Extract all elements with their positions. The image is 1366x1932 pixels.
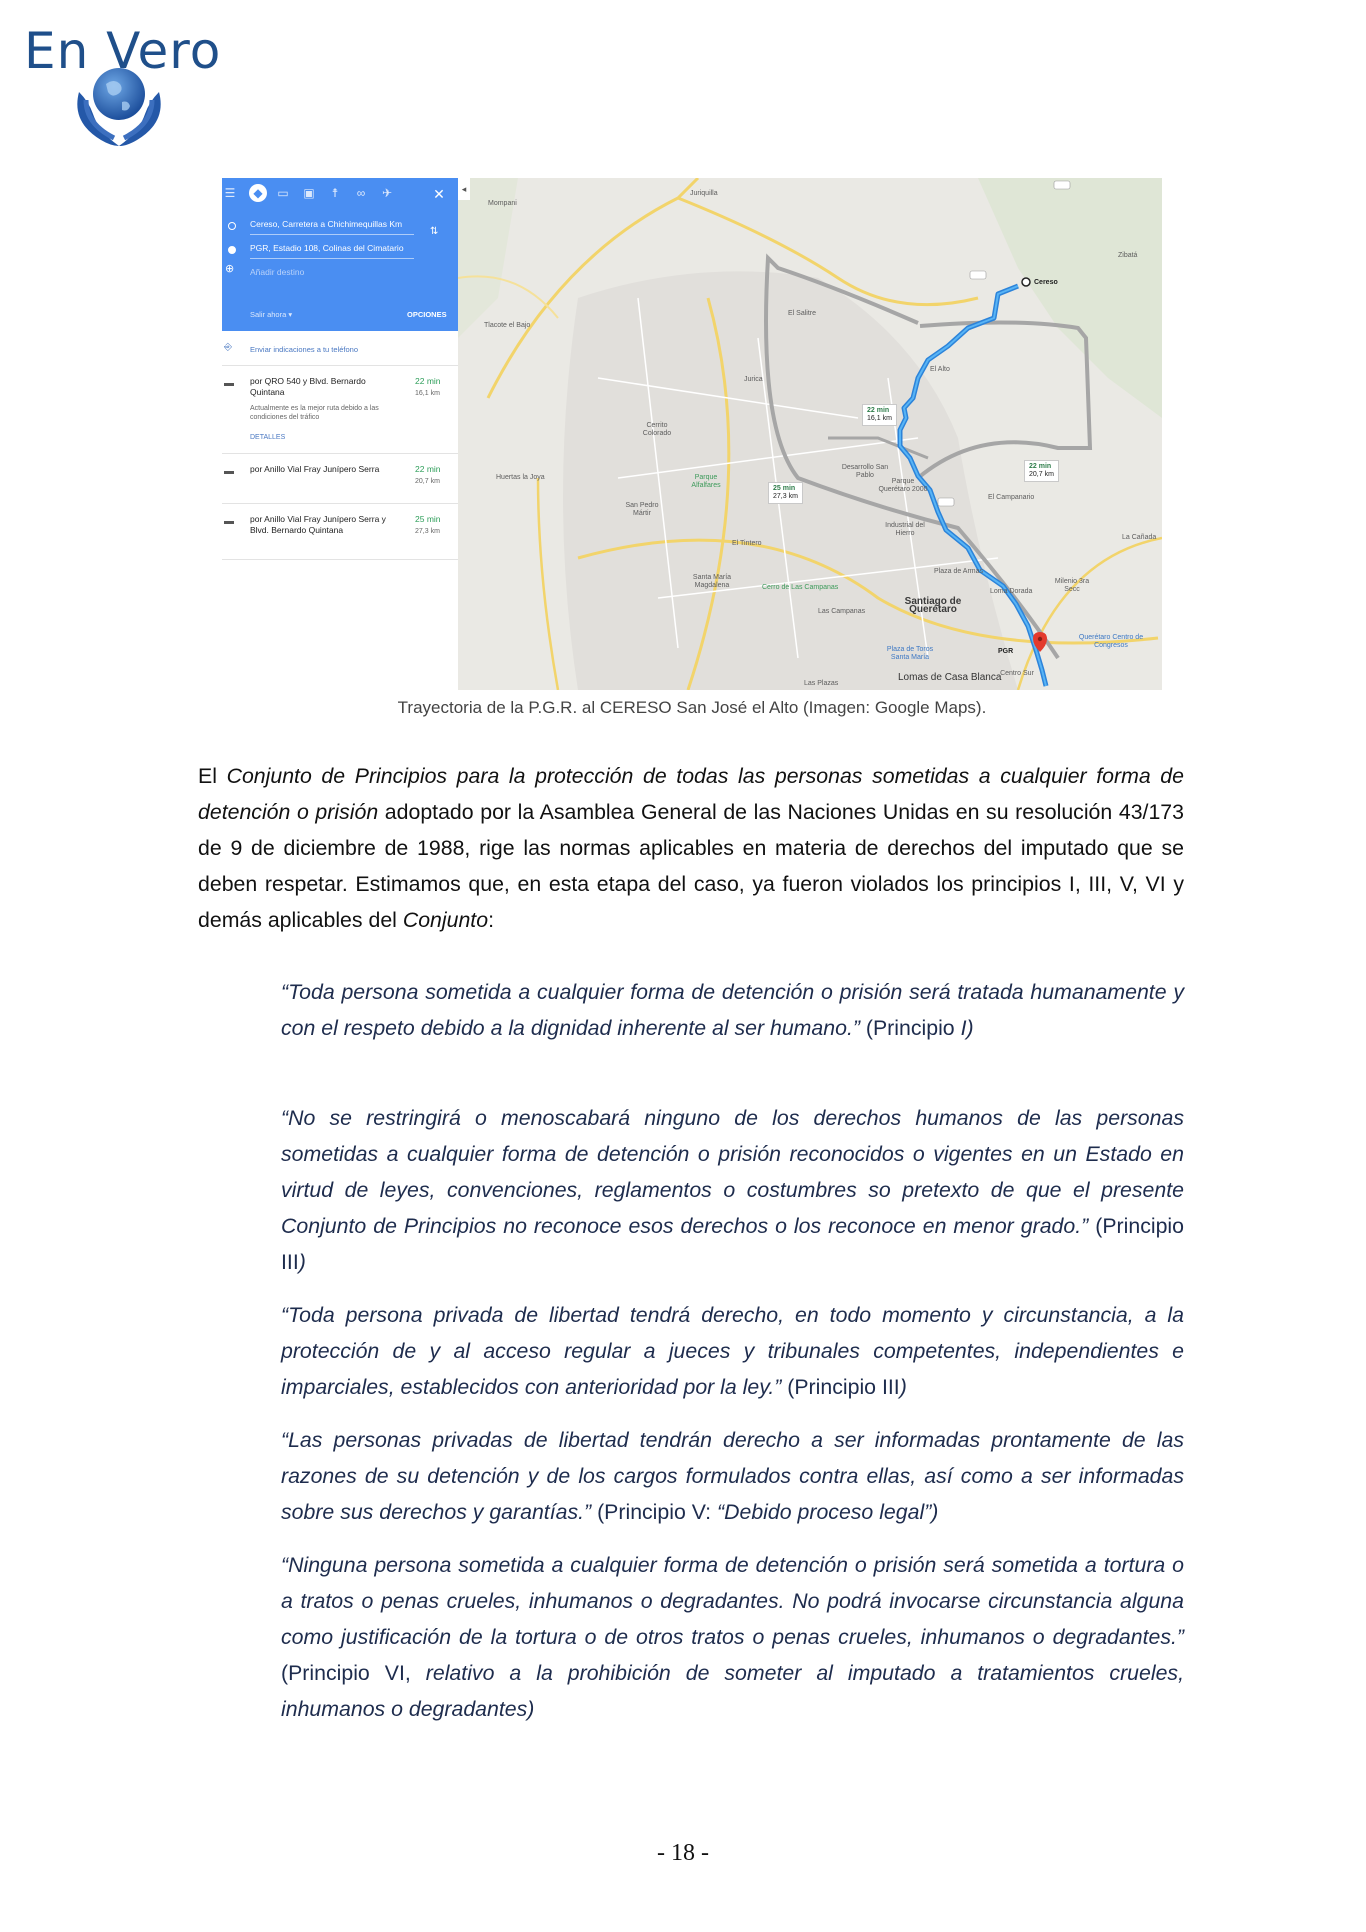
badge-distance: 16,1 km: [867, 415, 892, 422]
origin-dot-icon: [228, 222, 236, 230]
map-label: Centro Sur: [1000, 670, 1034, 677]
origin-input[interactable]: Cereso, Carretera a Chichimequillas Km: [250, 216, 414, 235]
map-label: Tlacote el Bajo: [484, 322, 531, 329]
map-label: Parque Alfalfares: [691, 474, 721, 489]
map-label: Parque Querétaro 2000: [878, 478, 928, 493]
car-icon: ▬: [224, 516, 234, 527]
route-distance: 27,3 km: [415, 528, 440, 535]
envero-logo: [24, 22, 224, 162]
map-figure: [222, 178, 1162, 690]
send-to-phone-link[interactable]: Enviar indicaciones a tu teléfono: [250, 345, 358, 354]
add-icon: ⊕: [225, 263, 235, 275]
map-label: Cerrito Colorado: [642, 422, 672, 437]
badge-time: 25 min: [773, 485, 796, 492]
add-destination-input[interactable]: Añadir destino: [250, 267, 305, 277]
map-label: Desarrollo San Pablo: [841, 464, 889, 479]
quote-principle-2: [281, 1100, 1184, 1280]
quote-ref: (Principio III: [781, 1375, 900, 1399]
collapse-panel-icon[interactable]: ◂: [458, 178, 470, 200]
transit-icon[interactable]: ▣: [303, 186, 315, 200]
walk-icon[interactable]: ☨: [331, 186, 339, 200]
travel-modes: [222, 184, 458, 206]
map-label: Cerro de Las Campanas: [762, 584, 839, 591]
quote-text: “No se restringirá o menoscabará ninguno de los derechos humanos de las personas sometidas a cualquier forma de detención o prisión reconocidos o vigentes en un Estado en virtud de leyes, convenciones, reglamentos o costumbres so pretexto de que el presente Conjunto de Principios no reconoce esos derechos o los reconoce en menor grado.”: [281, 1106, 1184, 1238]
intro-italic-2: Conjunto: [402, 908, 489, 932]
route-time: 22 min: [415, 376, 441, 386]
quote-ref: (Principio III: [281, 1214, 1185, 1274]
map-label: Las Campanas: [818, 608, 866, 615]
map-label: Plaza de Armas: [934, 568, 984, 575]
quote-ref-end: I): [960, 1016, 974, 1040]
route-details-link[interactable]: DETALLES: [250, 434, 286, 441]
page-number: - 18 -: [657, 1840, 709, 1866]
badge-distance: 20,7 km: [1029, 471, 1054, 478]
map-canvas[interactable]: [458, 178, 1162, 690]
directions-panel: [222, 178, 459, 690]
intro-paragraph: [198, 758, 1184, 938]
quote-ref-end: “Debido proceso legal”): [717, 1500, 939, 1524]
quote-text: “Toda persona privada de libertad tendrá derecho, en todo momento y circunstancia, a la protección de y al acceso regular a jueces y tribunales competentes, independientes e imparciales, establecidos con anterioridad por la ley.”: [281, 1303, 1184, 1399]
leave-now-select[interactable]: Salir ahora ▾: [250, 310, 293, 319]
intro-text-3: :: [488, 908, 494, 932]
intro-text-2: adoptado por la Asamblea General de las Naciones Unidas en su resolución 43/173 de 9 de diciembre de 1988, rige las normas aplicables en materia de derechos del imputado que se deben respetar. Estimamos que, en esta etapa del caso, ya fueron violados los principios I, III, V, VI y demás aplicables del: [198, 800, 1184, 932]
route-name: por Anillo Vial Fray Junípero Serra y Blvd. Bernardo Quintana: [250, 514, 386, 535]
quote-principle-1: [281, 974, 1184, 1046]
map-label: Juriquilla: [690, 190, 718, 197]
quote-ref: (Principio: [859, 1016, 961, 1040]
route-option-2[interactable]: [222, 453, 458, 504]
map-label: El Campanario: [988, 494, 1035, 501]
map-label: Plaza de Toros Santa María: [886, 646, 934, 661]
route-note: Actualmente es la mejor ruta debido a las condiciones del tráfico: [250, 405, 379, 421]
map-label: Las Plazas: [804, 680, 839, 687]
map-label: Milenio 3ra Secc: [1054, 578, 1090, 593]
quote-text: “Ninguna persona sometida a cualquier forma de detención o prisión será sometida a tortura o a tratos o penas crueles, inhumanos o degradantes. No podrá invocarse circunstancia alguna como justificación de la tortura o de otros tratos o penas crueles, inhumanos o degradantes.”: [281, 1553, 1184, 1649]
map-label: La Cañada: [1122, 534, 1157, 541]
car-icon: ▬: [224, 378, 234, 389]
map-label: Querétaro Centro de Congresos: [1078, 634, 1144, 649]
badge-distance: 27,3 km: [773, 493, 798, 500]
quote-principle-4: [281, 1422, 1184, 1530]
plane-icon[interactable]: ✈: [381, 186, 393, 200]
quote-ref-end: ): [298, 1250, 306, 1274]
map-label: Industrial del Hierro: [885, 522, 925, 537]
map-label: Lomas de Casa Blanca: [898, 672, 1002, 683]
route-name: por Anillo Vial Fray Junípero Serra: [250, 464, 380, 474]
pgr-label: PGR: [998, 648, 1014, 655]
cereso-label: Cereso: [1034, 279, 1058, 286]
quote-text: “Las personas privadas de libertad tendrán derecho a ser informadas prontamente de las razones de su detención y de los cargos formulados contra ellas, así como a ser informadas sobre sus derechos y garantías.”: [281, 1428, 1184, 1524]
map-label: El Tintero: [732, 540, 762, 547]
quote-ref: (Principio VI,: [281, 1661, 426, 1685]
map-label: Zibatá: [1118, 252, 1138, 259]
car-icon[interactable]: ▭: [277, 186, 289, 200]
route-time-badge: [1024, 460, 1059, 482]
route-time-badge: [768, 482, 803, 504]
map-label: El Salitre: [788, 310, 817, 317]
map-label: Mompani: [488, 200, 517, 207]
quote-ref-end: relativo a la prohibición de someter al imputado a tratamientos crueles, inhumanos o degradantes): [281, 1661, 1185, 1721]
directions-header: [222, 178, 458, 331]
map-label: Santa María Magdalena: [692, 574, 732, 589]
intro-italic-1: Conjunto de Principios para la protección de todas las personas sometidas a cualquier forma de detención o prisión: [198, 764, 1185, 824]
intro-text-1: El: [198, 764, 227, 788]
figure-caption: Trayectoria de la P.G.R. al CERESO San José el Alto (Imagen: Google Maps).: [397, 698, 987, 717]
map-label: Huertas la Joya: [496, 474, 545, 481]
map-label: San Pedro Mártir: [625, 502, 659, 517]
route-name: por QRO 540 y Blvd. Bernardo Quintana: [250, 376, 366, 397]
quote-principle-3: [281, 1297, 1184, 1405]
route-time-badge: [862, 404, 897, 426]
route-time: 22 min: [415, 464, 441, 474]
route-option-3[interactable]: [222, 503, 458, 560]
send-to-phone-icon: ⎆: [224, 342, 232, 353]
route-time: 25 min: [415, 514, 441, 524]
destination-input[interactable]: PGR, Estadio 108, Colinas del Cimatario: [250, 240, 414, 259]
bike-icon[interactable]: ∞: [356, 186, 366, 200]
logo-text: En Vero: [24, 22, 222, 80]
map-label: El Alto: [930, 366, 950, 373]
map-roads: [458, 178, 1162, 690]
badge-time: 22 min: [867, 407, 890, 414]
quote-ref: (Principio V:: [591, 1500, 718, 1524]
car-icon: ▬: [224, 466, 234, 477]
map-label: Jurica: [744, 376, 763, 383]
map-label: Loma Dorada: [990, 588, 1033, 595]
menu-icon[interactable]: ☰: [224, 186, 236, 200]
quote-ref-end: ): [899, 1375, 907, 1399]
best-route-icon[interactable]: ◆: [249, 184, 267, 202]
options-button[interactable]: OPCIONES: [407, 310, 447, 319]
swap-icon[interactable]: ⇅: [430, 226, 439, 237]
route-distance: 16,1 km: [415, 390, 440, 397]
route-distance: 20,7 km: [415, 478, 440, 485]
city-label: Santiago de Querétaro: [904, 596, 962, 615]
close-icon[interactable]: ✕: [433, 186, 445, 202]
quote-text: “Toda persona sometida a cualquier forma de detención o prisión será tratada humanamente y con el respeto debido a la dignidad inherente al ser humano.”: [281, 980, 1184, 1040]
route-option-1[interactable]: [222, 365, 458, 454]
badge-time: 22 min: [1029, 463, 1052, 470]
destination-pin-icon: [228, 246, 236, 254]
quote-principle-5: [281, 1547, 1184, 1727]
